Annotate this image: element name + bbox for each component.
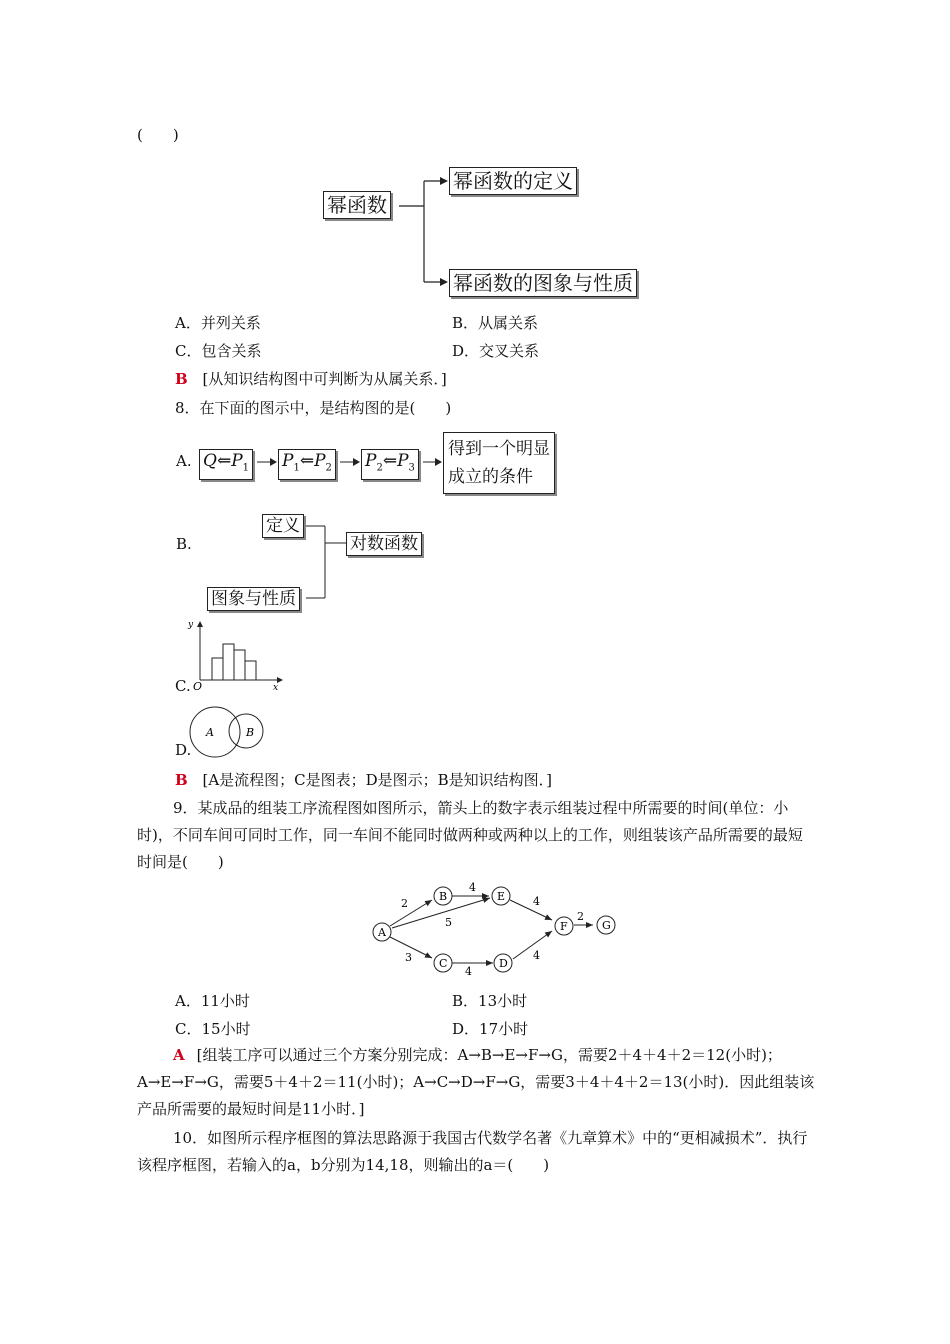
q8-a-label: A. (176, 452, 192, 470)
q8-b-log-box: 对数函数 (346, 532, 422, 556)
q8-b-def-box: 定义 (262, 514, 304, 538)
q8-question: 8．在下面的图示中，是结构图的是( ) (175, 399, 452, 417)
q9-answer (137, 1042, 817, 1123)
q9-weight-ab: 2 (401, 897, 408, 910)
q7-answer-letter: B (175, 370, 188, 388)
q8-b-prop-box: 图象与性质 (207, 587, 300, 611)
q9-option-a: A．11小时 (175, 992, 250, 1010)
q7-answer (175, 368, 447, 389)
q9-weight-ac: 3 (405, 951, 412, 964)
q9-node-e: E (497, 890, 506, 903)
q8-a-box3: $P_2⇐P_3$ (361, 449, 419, 480)
q8-a-box2: $P_1⇐P_2$ (278, 449, 336, 480)
q9-weight-be: 4 (469, 881, 476, 894)
q9-graph (365, 880, 625, 980)
q7-root-box: 幂函数 (323, 191, 391, 219)
q7-option-d: D．交叉关系 (452, 342, 540, 360)
q9-weight-df: 4 (533, 949, 540, 962)
q7-child2-box: 幂函数的图象与性质 (449, 269, 637, 297)
q9-answer-letter: A (173, 1046, 185, 1064)
q8-c-origin-label: O (193, 680, 203, 693)
q8-c-x-label: x (273, 683, 279, 693)
q8-answer (175, 769, 552, 790)
q8-d-set-b: B (246, 726, 255, 739)
q7-option-c: C．包含关系 (175, 342, 262, 360)
q8-answer-letter: B (175, 771, 188, 789)
q9-option-c: C．15小时 (175, 1020, 251, 1038)
q9-weight-fg: 2 (577, 910, 584, 923)
q9-answer-text: [组装工序可以通过三个方案分别完成：A→B→E→F→G，需要2＋4＋4＋2＝12(小时)；A→E→F→G，需要5＋4＋2＝11(小时)；A→C→D→F→G，需要3＋4＋4＋2＝13(小时)．因此组装该产品所需要的最短时间是11小时．] (137, 1046, 815, 1118)
q8-d-set-a: A (206, 726, 214, 739)
q7-child1-box: 幂函数的定义 (449, 167, 577, 195)
q8-a-arrows (255, 452, 455, 472)
q7-paren: ( ) (137, 126, 179, 144)
q9-node-a: A (378, 926, 386, 939)
q9-weight-cd: 4 (465, 965, 472, 978)
q9-node-d: D (499, 957, 508, 970)
q9-node-c: C (439, 957, 448, 970)
q8-answer-text: [A是流程图；C是图表；D是图示；B是知识结构图．] (202, 771, 553, 789)
q9-weight-ae: 5 (445, 916, 452, 929)
q9-option-b: B．13小时 (452, 992, 528, 1010)
q9-node-g: G (602, 919, 611, 932)
q10-question: 10．如图所示程序框图的算法思路源于我国古代数学名著《九章算术》中的“更相减损术”．执行该程序框图，若输入的a，b分别为14,18，则输出的a＝( ) (137, 1129, 808, 1174)
q8-c-label: C. (175, 677, 191, 695)
q8-b-label: B. (176, 535, 192, 553)
q8-c-histogram (185, 618, 295, 693)
q9-question: 9．某成品的组装工序流程图如图所示，箭头上的数字表示组装过程中所需要的时间(单位：小时)，不同车间可同时工作，同一车间不能同时做两种或两种以上的工作，则组装该产品所需要的最短时间是( ) (137, 799, 803, 871)
q8-a-box1: $Q⇐P_1$ (199, 449, 253, 480)
q8-c-y-label: y (188, 620, 194, 630)
q9-weight-ef: 4 (533, 895, 540, 908)
q7-option-b: B．从属关系 (452, 314, 539, 332)
q7-answer-text: [从知识结构图中可判断为从属关系．] (202, 370, 447, 388)
q8-d-label: D. (175, 741, 192, 759)
q7-option-a: A．并列关系 (175, 314, 261, 332)
q8-d-venn (188, 702, 273, 762)
q9-node-f: F (560, 920, 568, 933)
q9-node-b: B (439, 890, 448, 903)
q8-a-box4: 得到一个明显 成立的条件 (443, 432, 555, 494)
q9-option-d: D．17小时 (452, 1020, 529, 1038)
